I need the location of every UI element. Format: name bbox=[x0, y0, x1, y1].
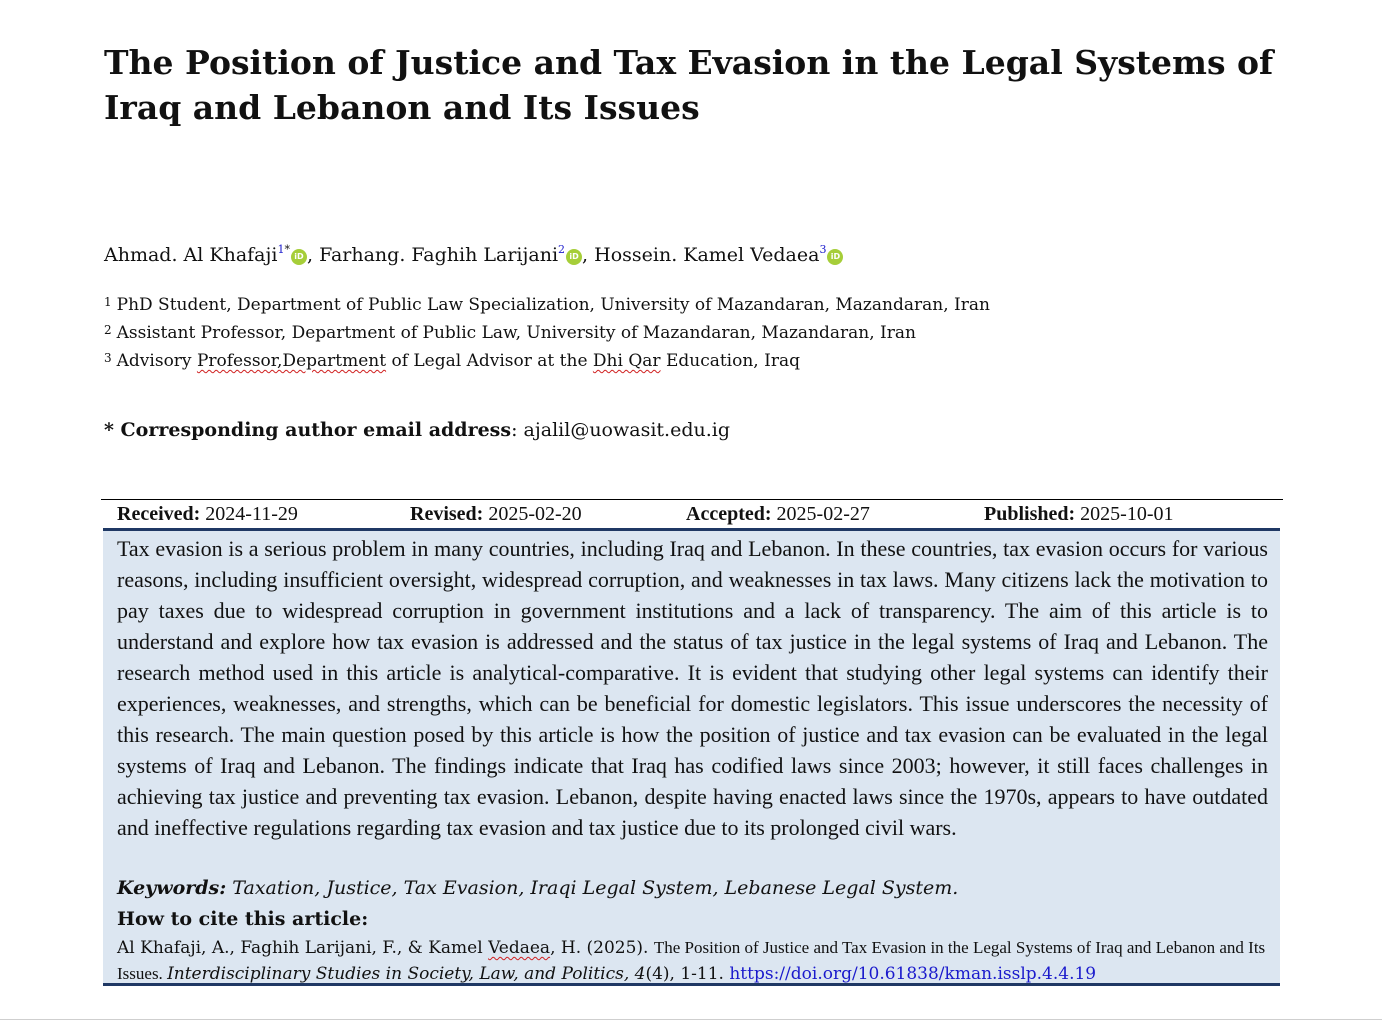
orcid-icon[interactable]: iD bbox=[291, 249, 307, 265]
citation-issue: (4), 1-11. bbox=[645, 964, 730, 984]
affiliation-list bbox=[104, 290, 1284, 374]
affiliation-text: Advisory bbox=[116, 351, 197, 371]
author-name: Hossein. Kamel Vedaea bbox=[594, 244, 820, 266]
corresponding-author bbox=[104, 416, 1284, 444]
citation-title: The Position of Justice and Tax Evasion in the Legal Systems of Iraq and Lebanon and Its Issues. bbox=[117, 938, 1266, 983]
affiliation-item bbox=[104, 318, 1284, 346]
affiliation-item bbox=[104, 290, 1284, 318]
author-affil-sup: 3 bbox=[819, 243, 827, 256]
keywords bbox=[117, 873, 1268, 904]
published-date bbox=[984, 500, 1173, 528]
author-name: Farhang. Faghih Larijani bbox=[319, 244, 559, 266]
keywords-label: Keywords: bbox=[117, 877, 227, 899]
paper-title: The Position of Justice and Tax Evasion in the Legal Systems of Iraq and Lebanon and Its Issues bbox=[104, 43, 1274, 127]
abstract-box bbox=[103, 528, 1280, 986]
orcid-icon[interactable]: iD bbox=[827, 249, 843, 265]
citation-authors: Al Khafaji, A., Faghih Larijani, F., & Kamel bbox=[117, 938, 489, 958]
revised-label: Revised: bbox=[410, 503, 484, 525]
citation-text bbox=[117, 935, 1268, 987]
corresponding-star: * bbox=[284, 243, 290, 256]
accepted-value: 2025-02-27 bbox=[776, 503, 870, 525]
citation-journal: Interdisciplinary Studies in Society, Law, and Politics, 4 bbox=[167, 964, 646, 984]
page-divider bbox=[0, 1019, 1382, 1020]
published-value: 2025-10-01 bbox=[1080, 503, 1174, 525]
affiliation-number: 2 bbox=[104, 323, 112, 337]
affiliation-text: of Legal Advisor at the bbox=[386, 351, 593, 371]
spellcheck-flagged-text: Dhi Qar bbox=[592, 351, 661, 371]
publication-dates bbox=[101, 499, 1283, 528]
spellcheck-flagged-text: Professor,Department bbox=[196, 351, 387, 371]
accepted-label: Accepted: bbox=[686, 503, 772, 525]
received-value: 2024-11-29 bbox=[205, 503, 298, 525]
affiliation-number: 1 bbox=[104, 295, 112, 309]
published-label: Published: bbox=[984, 503, 1076, 525]
author-affil-sup: 2 bbox=[558, 243, 566, 256]
affiliation-text: Assistant Professor, Department of Public Law, University of Mazandaran, Mazandaran, Iran bbox=[116, 323, 916, 343]
corresponding-label: * Corresponding author email address bbox=[104, 419, 512, 441]
author-separator: , bbox=[306, 244, 320, 266]
affiliation-text: Education, Iraq bbox=[660, 351, 800, 371]
affiliation-text: PhD Student, Department of Public Law Specialization, University of Mazandaran, Mazandaran, Iran bbox=[116, 295, 990, 315]
author-separator: , bbox=[582, 244, 595, 266]
author-affil-sup: 1 bbox=[277, 243, 285, 256]
affiliation-item bbox=[104, 346, 1284, 374]
doi-link[interactable]: https://doi.org/10.61838/kman.isslp.4.4.19 bbox=[729, 964, 1097, 984]
corresponding-email[interactable]: ajalil@uowasit.edu.ig bbox=[523, 419, 731, 441]
citation-heading: How to cite this article: bbox=[117, 908, 369, 930]
author-list bbox=[104, 236, 1284, 269]
revised-value: 2025-02-20 bbox=[488, 503, 582, 525]
abstract-text: Tax evasion is a serious problem in many countries, including Iraq and Lebanon. In these countries, tax evasion occurs for various reasons, including insufficient oversight, widespread corruption, and weaknesses in tax laws. Many citizens lack the motivation to pay taxes due to widespread corruption in government institutions and a lack of transparency. The aim of this article is to understand and explore how tax evasion is addressed and the status of tax justice in the legal systems of Iraq and Lebanon. The research method used in this article is analytical-comparative. It is evident that studying other legal systems can identify their experiences, weaknesses, and strengths, which can be beneficial for domestic legislators. This issue underscores the necessity of this research. The main question posed by this article is how the position of justice and tax evasion can be evaluated in the legal systems of Iraq and Lebanon. The findings indicate that Iraq has codified laws since 2003; however, it still faces challenges in achieving tax justice and preventing tax evasion. Lebanon, despite having enacted laws since the 1970s, appears to have outdated and ineffective regulations regarding tax evasion and tax justice due to its prolonged civil wars. bbox=[117, 536, 1268, 840]
received-date bbox=[117, 500, 298, 528]
received-label: Received: bbox=[117, 503, 201, 525]
citation-year: , H. (2025). bbox=[550, 938, 654, 958]
corresponding-separator: : bbox=[511, 419, 524, 441]
author-name: Ahmad. Al Khafaji bbox=[104, 244, 278, 266]
orcid-icon[interactable]: iD bbox=[566, 249, 582, 265]
spellcheck-flagged-text: Vedaea bbox=[488, 938, 551, 958]
revised-date bbox=[410, 500, 582, 528]
accepted-date bbox=[686, 500, 870, 528]
keywords-text: Taxation, Justice, Tax Evasion, Iraqi Legal System, Lebanese Legal System. bbox=[226, 877, 959, 899]
affiliation-number: 3 bbox=[104, 351, 112, 365]
